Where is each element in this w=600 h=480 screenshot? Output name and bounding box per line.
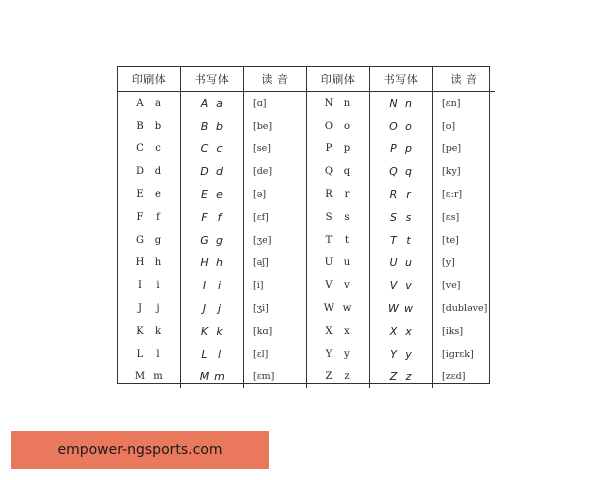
printed-upper: W [323,303,335,315]
printed-upper: V [325,280,333,292]
printed-letters [307,297,370,320]
printed-lower: x [344,325,350,337]
printed-upper: C [136,143,144,155]
script-upper: Y [390,347,397,361]
script-lower: a [216,96,223,110]
script-upper: P [390,142,397,156]
pronunciation: [ʒe] [244,229,307,252]
printed-lower: r [344,189,350,201]
script-upper: G [200,233,209,247]
script-letters [370,297,433,320]
table-row [118,115,495,138]
printed-letters [118,252,181,275]
printed-lower: b [154,120,162,132]
printed-lower: o [343,120,351,132]
header-script: 书写体 [370,67,433,92]
printed-lower: i [156,280,160,292]
script-letters [370,320,433,343]
script-lower: h [216,256,223,270]
script-lower: y [405,347,412,361]
script-upper: M [199,370,210,384]
script-upper: A [200,96,209,110]
pronunciation: [ʒi] [244,297,307,320]
script-letters [181,160,244,183]
printed-letters [307,115,370,138]
printed-letters [118,274,181,297]
script-letters [181,183,244,206]
script-upper: C [200,142,209,156]
script-letters [370,115,433,138]
script-upper: H [200,256,209,270]
printed-lower: d [154,166,162,178]
script-upper: T [390,233,397,247]
watermark-banner: empower-ngsports.com [11,431,269,469]
printed-letters [118,320,181,343]
printed-upper: L [136,348,144,360]
script-upper: R [389,188,398,202]
script-letters [370,343,433,366]
script-lower: c [216,142,223,156]
pronunciation: [be] [244,115,307,138]
script-lower: u [405,256,412,270]
printed-lower: c [155,143,161,155]
pronunciation: [zɛd] [433,366,496,389]
script-letters [370,138,433,161]
script-lower: x [405,324,412,338]
script-upper: U [389,256,398,270]
printed-letters [118,160,181,183]
pronunciation: [igrɛk] [433,343,496,366]
script-lower: l [217,347,222,361]
script-upper: E [201,188,208,202]
script-lower: n [405,96,412,110]
script-lower: j [217,302,222,316]
script-letters [370,206,433,229]
script-letters [181,252,244,275]
script-lower: d [216,165,223,179]
pronunciation: [de] [244,160,307,183]
script-letters [181,92,244,115]
printed-upper: E [136,189,144,201]
printed-upper: A [136,97,144,109]
script-lower: s [405,210,412,224]
script-upper: I [202,279,207,293]
table-row [118,252,495,275]
script-lower: t [406,233,411,247]
script-lower: g [216,233,223,247]
pronunciation: [te] [433,229,496,252]
table-row [118,206,495,229]
printed-upper: H [135,257,145,269]
printed-lower: u [343,257,351,269]
pronunciation: [kɑ] [244,320,307,343]
printed-letters [118,229,181,252]
script-letters [370,92,433,115]
script-lower: z [405,370,412,384]
script-letters [370,252,433,275]
printed-lower: h [154,257,162,269]
script-lower: e [216,188,223,202]
script-lower: v [405,279,412,293]
script-upper: W [388,302,399,316]
printed-letters [118,206,181,229]
script-upper: V [389,279,398,293]
script-lower: f [217,210,222,224]
table-row [118,160,495,183]
table-row [118,320,495,343]
table-row [118,343,495,366]
pronunciation: [ve] [433,274,496,297]
script-letters [181,366,244,389]
printed-lower: k [154,325,162,337]
printed-upper: S [325,211,333,223]
printed-upper: X [325,325,333,337]
script-upper: X [389,324,398,338]
printed-letters [118,92,181,115]
printed-letters [307,160,370,183]
printed-lower: n [343,97,351,109]
script-lower: k [216,324,223,338]
pronunciation: [y] [433,252,496,275]
script-upper: N [389,96,398,110]
printed-upper: O [324,120,334,132]
script-letters [181,274,244,297]
printed-upper: N [324,97,334,109]
header-script: 书写体 [181,67,244,92]
script-upper: Z [389,370,398,384]
printed-letters [118,343,181,366]
printed-letters [118,297,181,320]
printed-letters [307,138,370,161]
header-print: 印刷体 [307,67,370,92]
printed-upper: J [137,303,142,315]
printed-lower: w [342,303,352,315]
script-letters [370,274,433,297]
script-lower: q [405,165,412,179]
printed-letters [118,183,181,206]
printed-lower: p [343,143,351,155]
script-upper: K [200,324,209,338]
printed-upper: K [136,325,144,337]
printed-upper: F [136,211,144,223]
printed-upper: M [134,371,146,383]
printed-lower: g [154,234,162,246]
printed-upper: D [135,166,145,178]
pronunciation: [iks] [433,320,496,343]
script-upper: B [200,119,209,133]
script-letters [181,297,244,320]
printed-lower: t [344,234,350,246]
printed-lower: e [155,189,161,201]
printed-lower: q [343,166,351,178]
printed-upper: R [325,189,333,201]
pronunciation: [ɛn] [433,92,496,115]
pronunciation: [ɛl] [244,343,307,366]
table-row [118,366,495,389]
printed-upper: Q [324,166,334,178]
table-row [118,138,495,161]
script-upper: J [202,302,207,316]
script-lower: m [214,370,225,384]
printed-letters [307,366,370,389]
table-row [118,92,495,115]
printed-lower: f [156,211,160,223]
pronunciation: [ə] [244,183,307,206]
script-lower: i [217,279,222,293]
pronunciation: [ky] [433,160,496,183]
printed-letters [307,229,370,252]
printed-upper: T [325,234,333,246]
printed-lower: a [155,97,161,109]
pronunciation: [ɛm] [244,366,307,389]
printed-upper: U [324,257,334,269]
script-upper: L [201,347,208,361]
table-header-row [118,67,495,92]
printed-lower: s [344,211,350,223]
pronunciation: [ɛs] [433,206,496,229]
script-letters [181,138,244,161]
script-upper: O [389,119,398,133]
printed-letters [307,343,370,366]
printed-lower: m [153,371,163,383]
printed-letters [118,115,181,138]
pronunciation: [i] [244,274,307,297]
pronunciation: [se] [244,138,307,161]
printed-upper: Y [325,348,333,360]
printed-letters [118,138,181,161]
printed-letters [307,274,370,297]
printed-upper: B [136,120,144,132]
printed-letters [307,206,370,229]
header-sound: 读 音 [433,67,496,92]
printed-lower: v [344,280,350,292]
printed-upper: G [136,234,144,246]
script-letters [370,160,433,183]
printed-letters [307,183,370,206]
printed-lower: j [156,303,160,315]
pronunciation: [pe] [433,138,496,161]
script-letters [370,183,433,206]
printed-lower: l [156,348,160,360]
alphabet-table [117,66,490,384]
pronunciation: [dubləve] [433,297,496,320]
table-row [118,229,495,252]
pronunciation: [aʃ] [244,252,307,275]
script-letters [181,115,244,138]
script-lower: b [216,119,223,133]
script-lower: r [406,188,411,202]
script-upper: S [390,210,397,224]
script-lower: p [405,142,412,156]
table-row [118,297,495,320]
printed-letters [118,366,181,389]
script-upper: F [201,210,208,224]
printed-lower: y [344,348,350,360]
script-letters [181,343,244,366]
script-upper: D [200,165,209,179]
script-letters [181,206,244,229]
script-lower: w [404,302,413,316]
script-upper: Q [389,165,398,179]
script-letters [181,320,244,343]
script-letters [181,229,244,252]
printed-upper: Z [325,371,333,383]
printed-letters [307,92,370,115]
table-row [118,274,495,297]
pronunciation: [ɑ] [244,92,307,115]
script-lower: o [405,119,412,133]
pronunciation: [ɛf] [244,206,307,229]
printed-letters [307,320,370,343]
header-sound: 读 音 [244,67,307,92]
printed-upper: P [325,143,333,155]
table-row [118,183,495,206]
script-letters [370,366,433,389]
printed-upper: I [138,280,142,292]
script-letters [370,229,433,252]
header-print: 印刷体 [118,67,181,92]
pronunciation: [ɛ:r] [433,183,496,206]
printed-letters [307,252,370,275]
printed-lower: z [344,371,350,383]
pronunciation: [o] [433,115,496,138]
